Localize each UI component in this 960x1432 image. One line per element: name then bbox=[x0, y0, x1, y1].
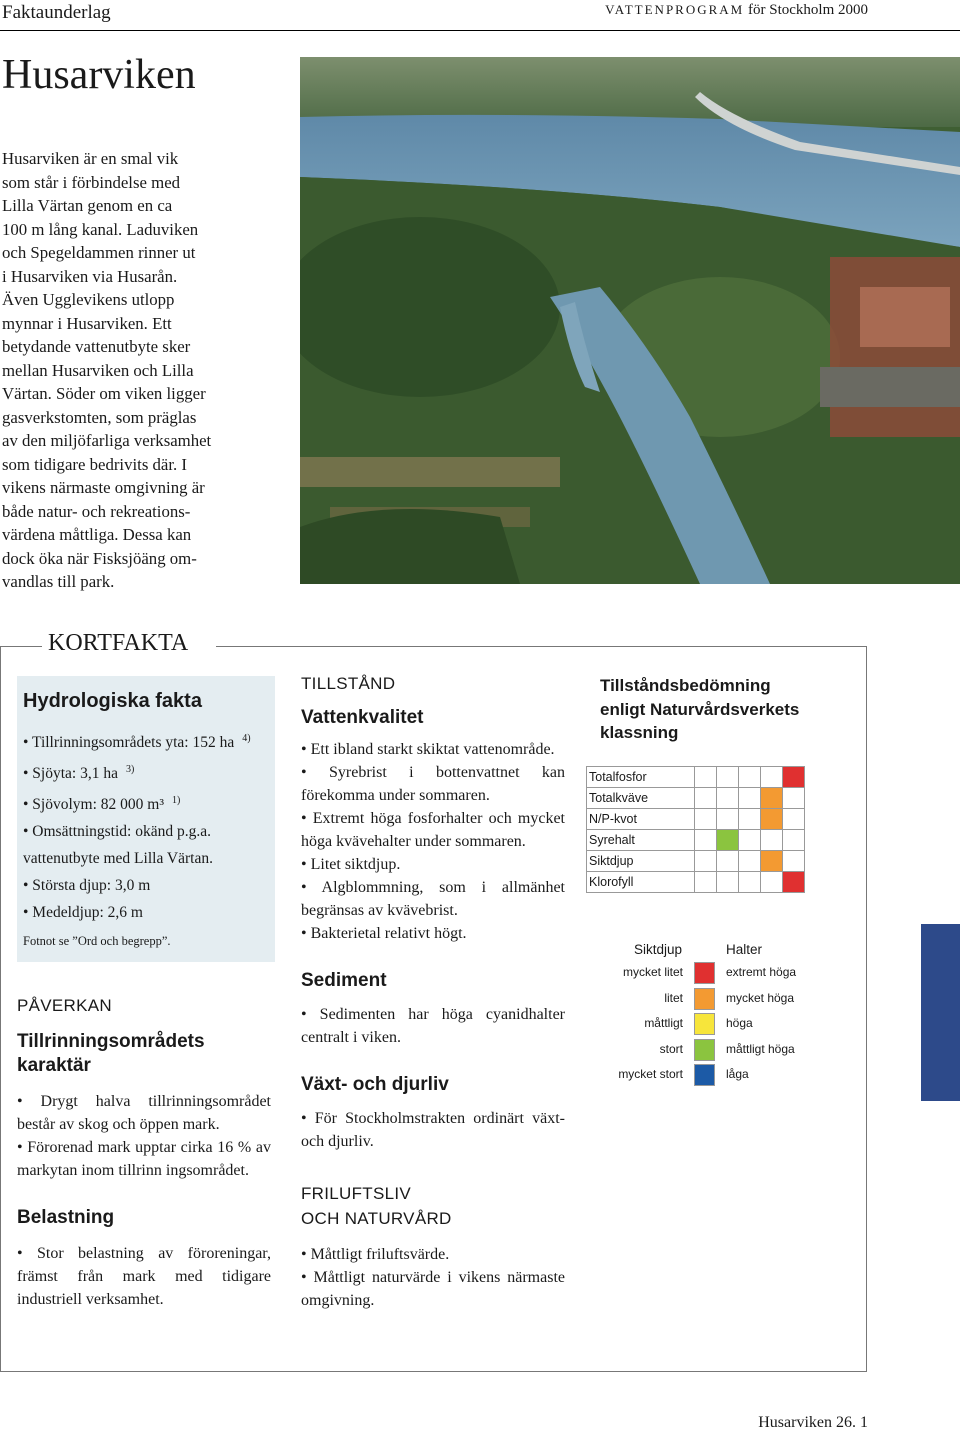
classification-row bbox=[587, 830, 805, 851]
classification-row bbox=[587, 809, 805, 830]
classification-cell bbox=[783, 851, 805, 872]
paverkan-heading: PÅVERKAN bbox=[17, 996, 112, 1015]
classification-label: Siktdjup bbox=[587, 851, 695, 872]
header-left-label: Faktaunderlag bbox=[2, 2, 111, 23]
sediment-heading: Sediment bbox=[301, 970, 387, 991]
bullet-item: • För Stockholmstrakten ordinärt växt- och djurliv. bbox=[301, 1110, 565, 1150]
header-right-label bbox=[605, 2, 868, 19]
bullet-item: • Stor belastning av föroreningar, främst från mark med tidigare industriell verksamhet. bbox=[17, 1245, 271, 1308]
friluft-heading bbox=[301, 1181, 565, 1231]
bedomning-title bbox=[600, 674, 850, 745]
header-rule bbox=[0, 30, 960, 31]
legend-swatch bbox=[694, 1064, 715, 1086]
classification-cell bbox=[783, 767, 805, 788]
bullet-item: • Extremt höga fosforhalter och mycket höga kvävehalter under sommaren. bbox=[301, 810, 565, 850]
classification-cell bbox=[695, 767, 717, 788]
classification-cell bbox=[761, 809, 783, 830]
intro-line: som tidigare bedrivits där. I bbox=[2, 454, 188, 474]
classification-row bbox=[587, 767, 805, 788]
classification-cell bbox=[783, 788, 805, 809]
hydrology-item bbox=[23, 872, 269, 899]
classification-cell bbox=[695, 830, 717, 851]
hydrology-item-text: • Sjövolym: 82 000 m³ bbox=[23, 796, 164, 814]
classification-cell bbox=[761, 872, 783, 893]
intro-line: och Spegeldammen rinner ut bbox=[2, 243, 196, 262]
intro-line: i Husarviken via Husarån. bbox=[2, 266, 178, 286]
legend-left-label: stort bbox=[659, 1041, 683, 1056]
belastning-text bbox=[17, 1242, 271, 1311]
classification-row bbox=[587, 851, 805, 872]
classification-row bbox=[587, 872, 805, 893]
intro-line: mellan Husarviken och Lilla bbox=[2, 360, 194, 380]
classification-cell bbox=[717, 809, 739, 830]
legend-left-label: måttligt bbox=[644, 1016, 683, 1030]
classification-cell bbox=[695, 851, 717, 872]
hydrology-item bbox=[23, 756, 269, 787]
bullet-item: • Måttligt naturvärde i vikens närmaste omgivning. bbox=[301, 1269, 565, 1309]
vaxt-text bbox=[301, 1107, 565, 1153]
hydrology-title: Hydrologiska fakta bbox=[23, 690, 202, 712]
classification-cell bbox=[761, 788, 783, 809]
vattenkvalitet-heading: Vattenkvalitet bbox=[301, 707, 424, 728]
intro-line: Lilla Värtan genom en ca bbox=[2, 196, 173, 215]
bedomning-title-line: Tillståndsbedömning bbox=[600, 676, 771, 695]
hydrology-item bbox=[23, 845, 269, 872]
hydrology-item bbox=[23, 818, 269, 845]
legend-left-title: Siktdjup bbox=[634, 942, 683, 957]
bullet-item: • Drygt halva tillrinningsområdet består av skog och öppen mark. bbox=[17, 1093, 271, 1133]
belastning-heading: Belastning bbox=[17, 1207, 115, 1228]
classification-cell bbox=[695, 788, 717, 809]
classification-label: N/P-kvot bbox=[587, 809, 695, 830]
hydrology-item-footnote: 1) bbox=[171, 795, 181, 807]
intro-line: som står i förbindelse med bbox=[2, 172, 181, 192]
header-program-rest: för Stockholm 2000 bbox=[748, 2, 868, 18]
bedomning-title-line: enligt Naturvårdsverkets bbox=[600, 699, 800, 719]
classification-cell bbox=[739, 809, 761, 830]
hydrology-item-text: • Sjöyta: 3,1 ha bbox=[23, 765, 118, 783]
tillrinning-heading: Tillrinningsområdets karaktär bbox=[17, 1031, 205, 1076]
intro-line: mynnar i Husarviken. Ett bbox=[2, 313, 172, 333]
hydrology-footnote: Fotnot se ”Ord och begrepp”. bbox=[23, 934, 171, 949]
kortfakta-rule-right bbox=[216, 646, 867, 647]
classification-cell bbox=[739, 830, 761, 851]
classification-cell bbox=[717, 830, 739, 851]
bullet-item: • Förorenad mark upptar cirka 16 % av markytan inom tillrinn ingsområdet. bbox=[17, 1139, 271, 1179]
hydrology-item-footnote: 3) bbox=[125, 764, 135, 776]
section-tab-marker bbox=[921, 924, 960, 1101]
bullet-item: • Syrebrist i bottenvattnet kan förekomma under sommaren. bbox=[301, 764, 565, 804]
tillrinning-text bbox=[17, 1090, 271, 1182]
classification-grid bbox=[586, 766, 805, 893]
hydrology-item bbox=[23, 787, 269, 818]
vattenkvalitet-text bbox=[301, 738, 565, 945]
intro-line: både natur- och rekreations- bbox=[2, 501, 191, 521]
classification-cell bbox=[695, 872, 717, 893]
intro-line: av den miljöfarliga verksamhet bbox=[2, 431, 212, 450]
classification-cell bbox=[739, 767, 761, 788]
legend-right-label: höga bbox=[726, 1016, 753, 1030]
classification-cell bbox=[783, 872, 805, 893]
legend-right-label: mycket höga bbox=[726, 990, 795, 1005]
classification-cell bbox=[761, 830, 783, 851]
hydrology-item-text: • Omsättningstid: okänd p.g.a. bbox=[23, 823, 211, 841]
classification-cell bbox=[739, 872, 761, 893]
legend-right-label: låga bbox=[726, 1067, 749, 1081]
classification-row bbox=[587, 788, 805, 809]
bullet-item: • Ett ibland starkt skiktat vattenområde. bbox=[301, 741, 555, 758]
intro-line: värdena måttliga. Dessa kan bbox=[2, 525, 192, 544]
sediment-text bbox=[301, 1003, 565, 1049]
intro-line: betydande vattenutbyte sker bbox=[2, 337, 191, 356]
classification-cell bbox=[695, 809, 717, 830]
classification-label: Totalfosfor bbox=[587, 767, 695, 788]
kortfakta-rule-left bbox=[0, 646, 42, 647]
bullet-item: • Sedimenten har höga cyanidhalter centralt i viken. bbox=[301, 1006, 565, 1046]
intro-line: 100 m lång kanal. Laduviken bbox=[2, 219, 199, 239]
hydrology-item-footnote: 4) bbox=[242, 733, 251, 744]
bullet-item: • Algblommning, som i allmänhet begränsas av kvävebrist. bbox=[301, 879, 565, 919]
kortfakta-title: KORTFAKTA bbox=[48, 630, 194, 657]
intro-line: Värtan. Söder om viken ligger bbox=[2, 384, 206, 403]
hydrology-item-text: • Medeldjup: 2,6 m bbox=[23, 904, 143, 922]
hydrology-item-text: • Tillrinningsområdets yta: 152 ha bbox=[23, 734, 235, 752]
legend-right-label: extremt höga bbox=[726, 965, 797, 979]
bedomning-title-line: klassning bbox=[600, 723, 679, 742]
legend-left-label: mycket litet bbox=[622, 965, 683, 979]
hydrology-item-text: • Största djup: 3,0 m bbox=[23, 877, 151, 895]
aerial-photo bbox=[300, 57, 960, 584]
legend-swatch bbox=[694, 1013, 715, 1035]
classification-label: Totalkväve bbox=[587, 788, 695, 809]
friluft-heading-2: OCH NATURVÅRD bbox=[301, 1209, 452, 1228]
classification-cell bbox=[739, 851, 761, 872]
friluft-text bbox=[301, 1243, 565, 1312]
classification-cell bbox=[717, 788, 739, 809]
intro-line: Husarviken är en smal vik bbox=[2, 149, 179, 168]
classification-cell bbox=[783, 830, 805, 851]
bullet-item: • Bakterietal relativt högt. bbox=[301, 925, 467, 942]
intro-text bbox=[2, 147, 264, 594]
hydrology-item-text: vattenutbyte med Lilla Värtan. bbox=[23, 850, 213, 868]
hydrology-list bbox=[23, 725, 269, 926]
legend-swatch bbox=[694, 1039, 715, 1061]
classification-cell bbox=[783, 809, 805, 830]
friluft-heading-1: FRILUFTSLIV bbox=[301, 1184, 412, 1203]
vaxt-heading: Växt- och djurliv bbox=[301, 1074, 449, 1095]
intro-line: vikens närmaste omgivning är bbox=[2, 478, 205, 497]
classification-cell bbox=[717, 767, 739, 788]
classification-label: Syrehalt bbox=[587, 830, 695, 851]
classification-cell bbox=[761, 851, 783, 872]
legend-swatch bbox=[694, 988, 715, 1010]
hydrology-item bbox=[23, 725, 269, 756]
legend-left-label: litet bbox=[664, 990, 683, 1005]
tillstand-heading: TILLSTÅND bbox=[301, 674, 396, 693]
intro-line: Även Ugglevikens utlopp bbox=[2, 290, 175, 309]
classification-label: Klorofyll bbox=[587, 872, 695, 893]
intro-line: gasverkstomten, som präglas bbox=[2, 407, 197, 427]
page-footer: Husarviken 26. 1 bbox=[758, 1414, 868, 1431]
legend-left-label: mycket stort bbox=[618, 1067, 683, 1081]
classification-cell bbox=[739, 788, 761, 809]
page-title: Husarviken bbox=[2, 52, 196, 98]
header-program: VATTENPROGRAM bbox=[605, 2, 745, 17]
intro-line: dock öka när Fisksjöäng om- bbox=[2, 548, 197, 568]
tillstand-column bbox=[301, 674, 565, 1312]
bullet-item: • Litet siktdjup. bbox=[301, 856, 401, 873]
classification-cell bbox=[761, 767, 783, 788]
hydrology-item bbox=[23, 899, 269, 926]
legend-right-title: Halter bbox=[726, 942, 763, 957]
hydrology-facts bbox=[17, 676, 275, 962]
classification-cell bbox=[717, 872, 739, 893]
paverkan-column bbox=[17, 996, 271, 1311]
classification-cell bbox=[717, 851, 739, 872]
intro-line: vandlas till park. bbox=[2, 572, 115, 591]
bullet-item: • Måttligt friluftsvärde. bbox=[301, 1246, 450, 1263]
legend-swatch bbox=[694, 962, 715, 984]
legend-right-label: måttligt höga bbox=[726, 1041, 795, 1056]
